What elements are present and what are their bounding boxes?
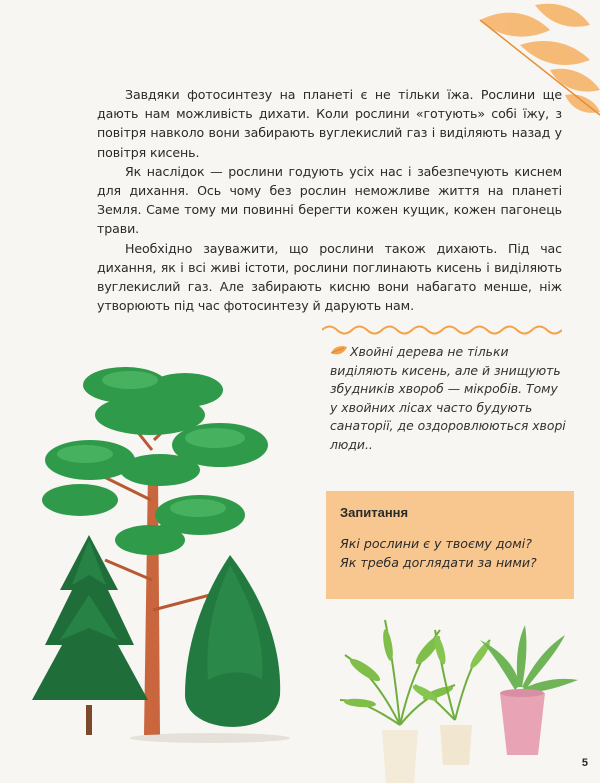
fact-note — [330, 343, 566, 455]
paragraph-3: Необхідно зауважити, що рослини також дихають. Під час дихання, як і всі живі істоти, рослини поглинають кисень і виділяють вуглекислий газ. Але забирають кисню вони набагато менше, ніж утворюють під час фотосинтезу й дарують нам. — [97, 240, 562, 314]
question-title: Запитання — [340, 505, 409, 520]
question-line-1: Які рослини є у твоєму домі? — [340, 536, 532, 551]
page-number: 5 — [581, 757, 588, 769]
paragraph-1: Завдяки фотосинтезу на планеті є не тільки їжа. Рослини ще дають нам можливість дихати. Коли рослини «готують» собі їжу, з повітря навколо вони забирають вуглекислий газ і виділяють назад у повітря кисень. — [97, 87, 562, 160]
question-line-2: Як треба доглядати за ними? — [340, 555, 537, 570]
question-text — [340, 534, 570, 572]
fir-tree-icon — [185, 555, 280, 727]
fact-note-text: Хвойні дерева не тільки виділяють кисень, але й знищують збудників хвороб — мікробів. Тому у хвойних лісах часто будують санаторії, де оздоровлюються хворі люди.. — [330, 344, 566, 452]
conifer-trees-illustration — [20, 350, 320, 745]
paragraph-2: Як наслідок — рослини годують усіх нас і забезпечують киснем для дихання. Ось чому без рослин неможливе життя на планеті Земля. Саме тому ми повинні берегти кожен кущик, кожен пагонець трави. — [97, 163, 562, 237]
wavy-divider — [322, 323, 562, 337]
leaf-icon — [330, 345, 348, 357]
succulent-plant-icon — [480, 625, 578, 755]
spruce-tree-icon — [32, 535, 148, 735]
question-box — [326, 491, 574, 599]
main-text — [97, 85, 562, 315]
potted-plants-illustration — [340, 605, 580, 783]
